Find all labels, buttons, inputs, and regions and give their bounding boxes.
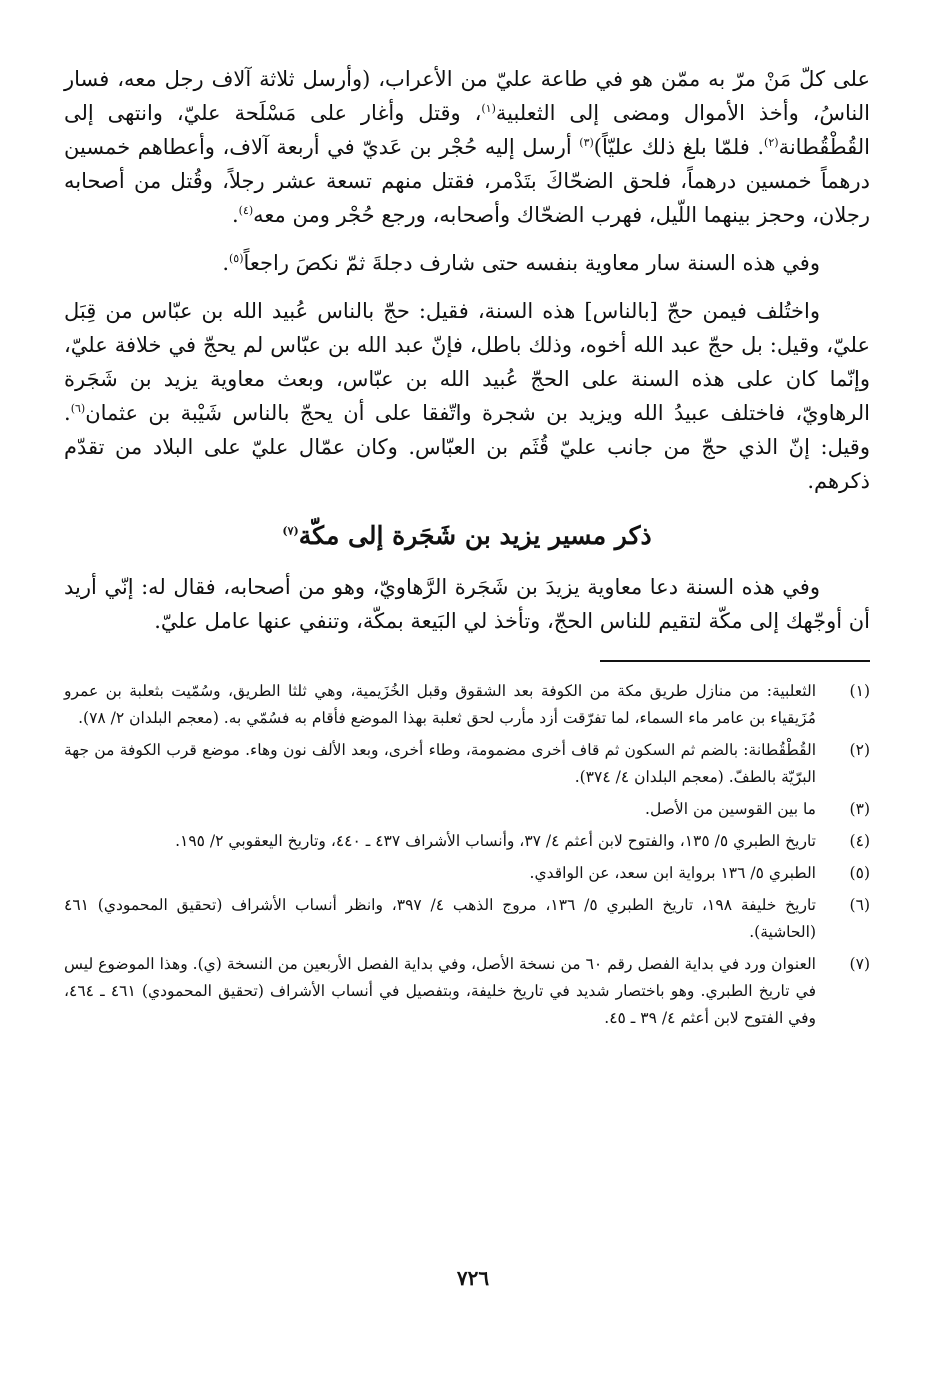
paragraph-1-text-3: . فلمّا بلغ ذلك عليّاً) — [593, 135, 765, 159]
footnote-number: (١) — [849, 682, 870, 700]
footnote-number: (٢) — [849, 741, 870, 759]
footnote-1 — [64, 678, 870, 732]
section-heading — [64, 516, 870, 556]
footnote-text: الطبري ٥/ ١٣٦ برواية ابن سعد، عن الواقدي. — [529, 864, 816, 882]
paragraph-1-end: . — [231, 203, 239, 227]
footnote-5 — [64, 860, 870, 887]
footnote-ref-6[interactable]: (٦) — [70, 402, 86, 415]
paragraph-2 — [64, 246, 870, 280]
footnote-3 — [64, 796, 870, 823]
paragraph-1-text-2: ، وقتل وأغار على مَسْلَحة عليّ، وانتهى إلى القُطْقُطانة — [64, 101, 870, 159]
footnote-2 — [64, 737, 870, 791]
footnote-ref-2[interactable]: (٢) — [764, 136, 779, 149]
footnote-text: تاريخ الطبري ٥/ ١٣٥، والفتوح لابن أعثم ٤/ ٣٧، وأنساب الأشراف ٤٣٧ ـ ٤٤٠، وتاريخ اليعقوبي ٢/ ١٩٥. — [175, 832, 816, 850]
footnote-text: القُطْقُطانة: بالضم ثم السكون ثم قاف أخرى مضمومة، وطاء أخرى، وبعد الألف نون وهاء. موضع قرب الكوفة من جهة البرّيّة بالطفّ. (معجم البلدان ٤/ ٣٧٤). — [64, 741, 816, 786]
paragraph-4-text: وفي هذه السنة دعا معاوية يزيدَ بن شَجَرة الرَّهاويّ، وهو من أصحابه، فقال له: إنّي أريد أن أوجّهك إلى مكّة لتقيم للناس الحجّ، وتأخذ لي البَيعة بمكّة، وتنفي عنها عامل عليّ. — [64, 575, 870, 633]
footnote-text: ما بين القوسين من الأصل. — [645, 800, 816, 818]
footnote-number: (٥) — [849, 864, 870, 882]
footnote-divider — [600, 660, 870, 662]
footnote-number: (٣) — [849, 800, 870, 818]
footnote-4 — [64, 828, 870, 855]
paragraph-1-text-4: أرسل إليه حُجْر بن عَديّ في أربعة آلاف، وأعطاهم خمسين درهماً خمسين درهماً، فلحق الضحّاكَ بتَدْمر، فقتل منهم تسعة عشر رجلاً، وقُتل من أصحابه رجلان، وحجز بينهما اللّيل، فهرب الضحّاك وأصحابه، ورجع حُجْر ومن معه — [64, 135, 870, 227]
footnote-text: تاريخ خليفة ١٩٨، تاريخ الطبري ٥/ ١٣٦، مروج الذهب ٤/ ٣٩٧، وانظر أنساب الأشراف (تحقيق المحمودي) ٤٦١ (الحاشية). — [64, 896, 816, 941]
footnote-ref-7[interactable]: (٧) — [282, 524, 299, 538]
paragraph-3 — [64, 294, 870, 498]
page-body — [64, 62, 870, 1037]
section-heading-text: ذكر مسير يزيد بن شَجَرة إلى مكّة — [298, 521, 652, 550]
footnote-ref-3[interactable]: (٣) — [579, 136, 594, 149]
paragraph-4 — [64, 570, 870, 638]
page-number: ٧٢٦ — [456, 1266, 490, 1290]
footnote-7 — [64, 951, 870, 1032]
paragraph-1 — [64, 62, 870, 232]
paragraph-3-text-2: . وقيل: إنّ الذي حجّ من جانب عليّ قُثَم بن العبّاس. وكان عمّال عليّ على البلاد من تقدّم ذكرهم. — [64, 401, 870, 493]
footnote-number: (٤) — [849, 832, 870, 850]
footnote-text: العنوان ورد في بداية الفصل رقم ٦٠ من نسخة الأصل، وفي بداية الفصل الأربعين من النسخة (ي). وهذا الموضوع ليس في تاريخ الطبري. وهو باختصار شديد في تاريخ خليفة، وبتفصيل في أنساب الأشراف (تحقيق المحمودي) ٤٦١ ـ ٤٦٤، وفي الفتوح لابن أعثم ٤/ ٣٩ ـ ٤٥. — [64, 955, 817, 1027]
footnotes — [64, 678, 870, 1032]
paragraph-2-end: . — [222, 251, 229, 275]
footnote-number: (٦) — [849, 896, 870, 914]
footnote-ref-1[interactable]: (١) — [481, 102, 496, 115]
footnote-text: الثعلبية: من منازل طريق مكة من الكوفة بعد الشقوق وقبل الخُزَيمية، وهي ثلثا الطريق، وسُمّيت بثعلبة بن عمرو مُزَيقياء بن عامر ماء السماء، لما تفرّقت أزد مأرب لحق ثعلبة بهذا الموضع فأقام به فسُمّي به. (معجم البلدان ٢/ ٧٨). — [64, 682, 816, 727]
paragraph-1-text: على كلّ مَنْ مرّ به ممّن هو في طاعة عليّ من الأعراب، (وأرسل ثلاثة آلاف رجل معه، فسار الناسُ، وأخذ الأموال ومضى إلى الثعلبية — [64, 67, 871, 125]
footnote-ref-5[interactable]: (٥) — [229, 252, 244, 265]
paragraph-3-text: واختُلف فيمن حجّ [بالناس] هذه السنة، فقيل: حجّ بالناس عُبيد الله بن عبّاس من قِبَل عليّ، وقيل: بل حجّ عبد الله أخوه، وذلك باطل، فإنّ عبد الله بن عبّاس لم يحجّ في خلافة عليّ، وإنّما كان على هذه السنة على الحجّ عُبيد الله بن عبّاس، وبعث معاوية يزيد بن شَجَرة الرهاويّ، فاختلف عبيدُ الله ويزيد بن شجرة واتّفقا على أن يحجّ بالناس شَيْبة بن عثمان — [64, 299, 870, 425]
paragraph-2-text: وفي هذه السنة سار معاوية بنفسه حتى شارف دجلةَ ثمّ نكصَ راجعاً — [243, 251, 820, 275]
footnote-number: (٧) — [849, 955, 870, 973]
footnote-6 — [64, 892, 870, 946]
footnote-ref-4[interactable]: (٤) — [238, 204, 254, 217]
